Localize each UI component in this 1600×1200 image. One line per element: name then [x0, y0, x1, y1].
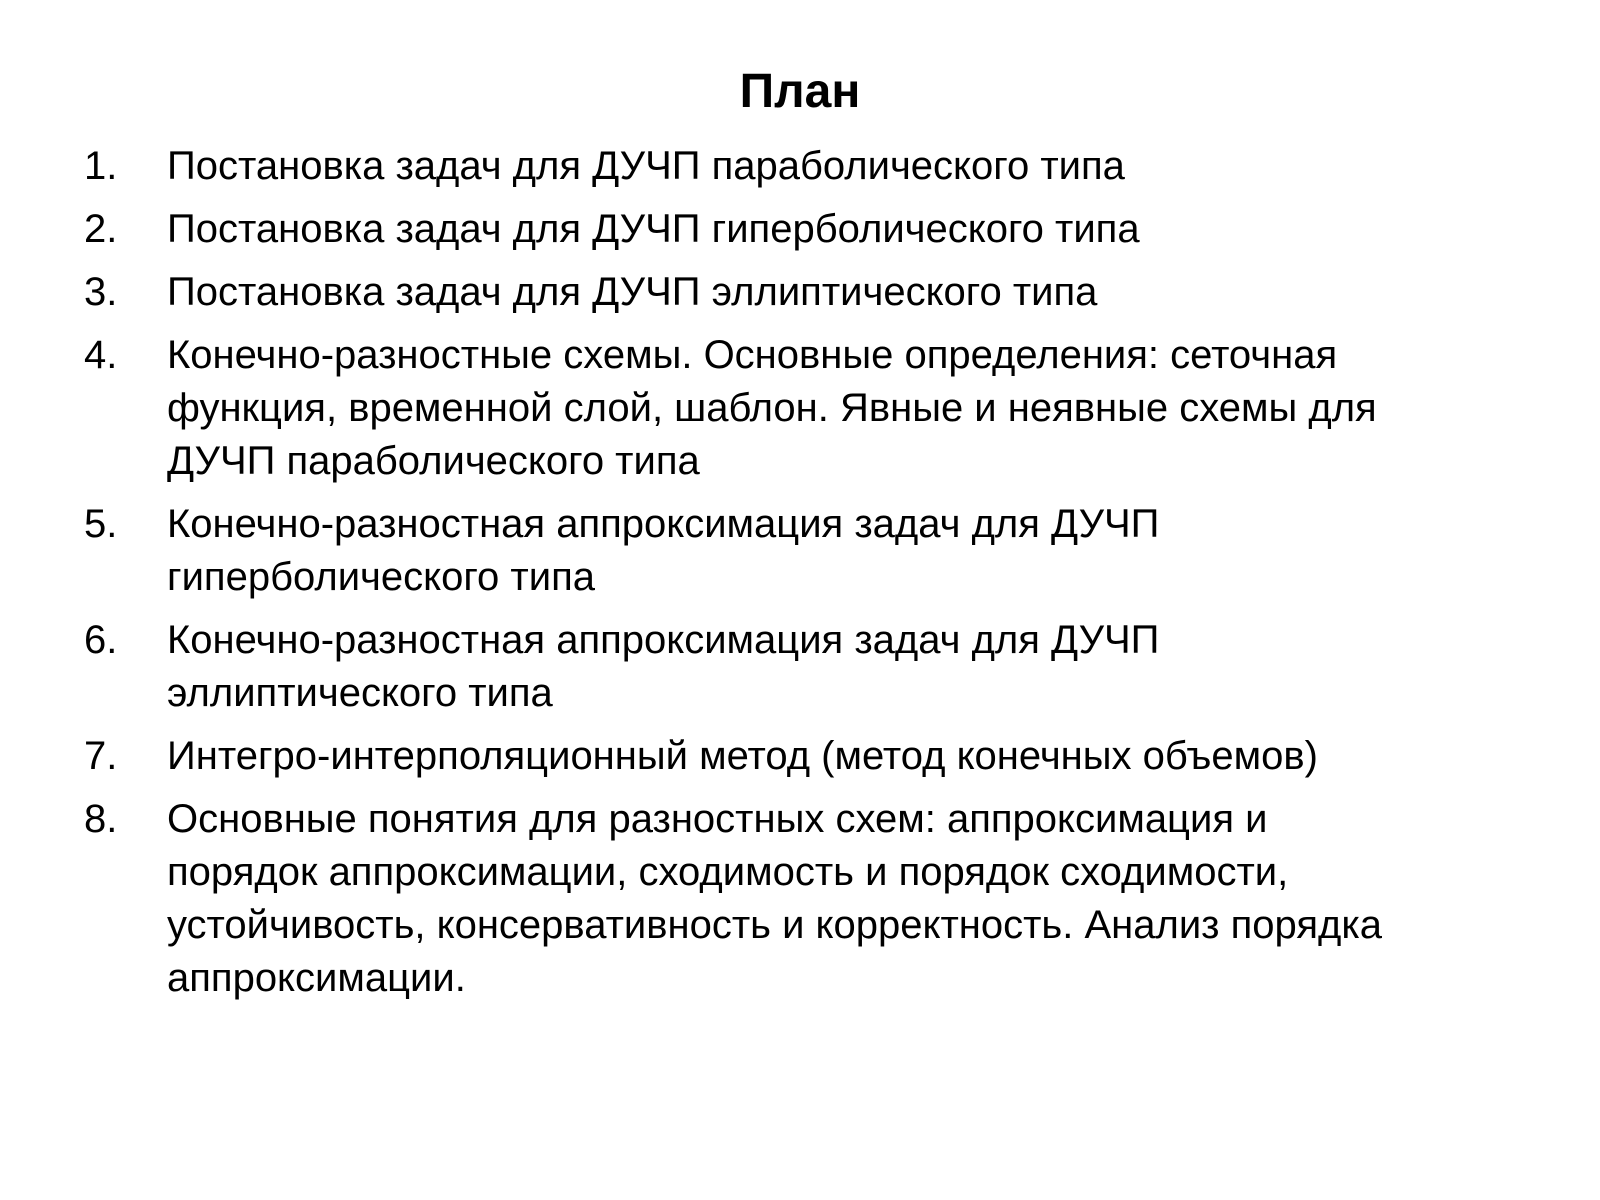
- plan-item-5: [84, 498, 1534, 604]
- plan-item-number: 8.: [84, 797, 118, 841]
- plan-item-number: 6.: [84, 618, 118, 662]
- plan-item-4: [84, 329, 1534, 488]
- plan-item-text: Постановка задач для ДУЧП гиперболического типа: [167, 207, 1140, 251]
- slide-title: План: [739, 65, 861, 118]
- plan-item-number: 5.: [84, 502, 118, 546]
- plan-list: [84, 140, 1534, 1015]
- plan-item-3: [84, 266, 1534, 319]
- plan-item-number: 3.: [84, 270, 118, 314]
- plan-item-text: Постановка задач для ДУЧП параболического типа: [167, 144, 1125, 188]
- plan-item-text: Постановка задач для ДУЧП эллиптического типа: [167, 270, 1098, 314]
- plan-item-text: Конечно-разностные схемы. Основные определения: сеточная функция, временной слой, шаблон. Явные и неявные схемы для ДУЧП параболического типа: [167, 333, 1377, 483]
- plan-item-text: Интегро-интерполяционный метод (метод конечных объемов): [167, 734, 1318, 778]
- plan-item-text: Конечно-разностная аппроксимация задач для ДУЧП гиперболического типа: [167, 502, 1160, 599]
- plan-item-number: 1.: [84, 144, 118, 188]
- plan-item-number: 4.: [84, 333, 118, 377]
- plan-item-8: [84, 793, 1534, 1005]
- plan-item-number: 2.: [84, 207, 118, 251]
- plan-item-1: [84, 140, 1534, 193]
- plan-item-text: Конечно-разностная аппроксимация задач для ДУЧП эллиптического типа: [167, 618, 1160, 715]
- plan-item-6: [84, 614, 1534, 720]
- plan-item-text: Основные понятия для разностных схем: аппроксимация и порядок аппроксимации, сходимость и порядок сходимости, устойчивость, консервативность и корректность. Анализ порядка аппроксимации.: [167, 797, 1382, 1000]
- plan-item-2: [84, 203, 1534, 256]
- plan-item-7: [84, 730, 1534, 783]
- plan-item-number: 7.: [84, 734, 118, 778]
